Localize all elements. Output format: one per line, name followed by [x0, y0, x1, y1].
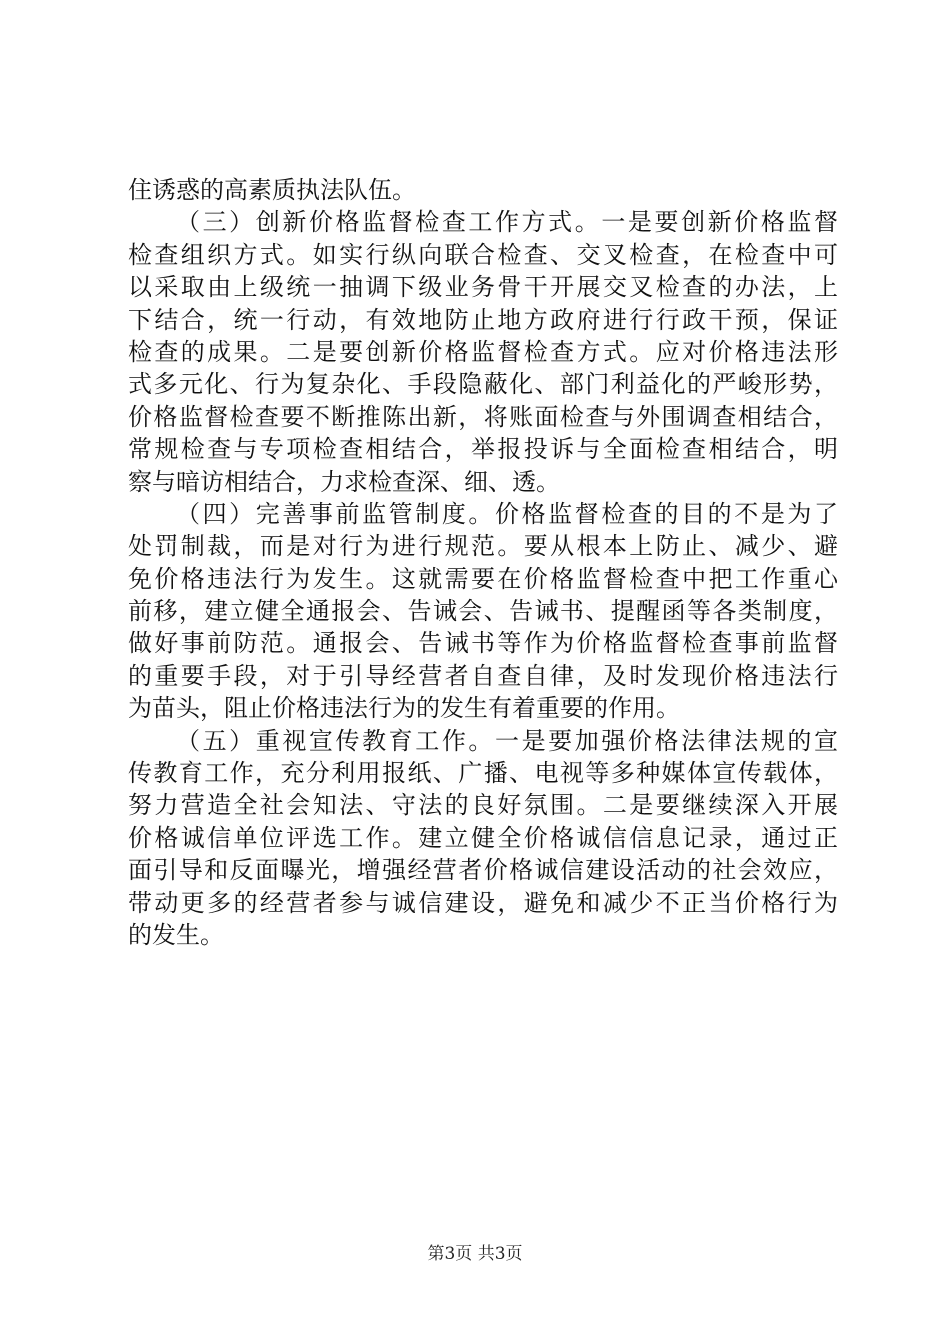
body-text	[128, 174, 838, 951]
page-number-footer: 第3页 共3页	[427, 1244, 523, 1264]
text-line: 努力营造全社会知法、守法的良好氛围。二是要继续深入开展	[128, 791, 838, 820]
text-line: 常规检查与专项检查相结合，举报投诉与全面检查相结合，明	[128, 435, 838, 464]
text-line: 检查的成果。二是要创新价格监督检查方式。应对价格违法形	[128, 337, 838, 366]
text-line: 住诱惑的高素质执法队伍。	[128, 176, 416, 204]
text-line: 价格监督检查要不断推陈出新，将账面检查与外围调查相结合，	[128, 402, 838, 431]
text-line: 为苗头，阻止价格违法行为的发生有着重要的作用。	[128, 694, 680, 723]
text-line: 察与暗访相结合，力求检查深、细、透。	[128, 467, 560, 496]
text-line: 下结合，统一行动，有效地防止地方政府进行行政干预，保证	[128, 305, 838, 334]
text-line: 的发生。	[128, 920, 224, 949]
paragraph-3-heading-line: （三）创新价格监督检查工作方式。一是要创新价格监督	[176, 208, 838, 237]
text-line: 以采取由上级统一抽调下级业务骨干开展交叉检查的办法，上	[128, 273, 838, 302]
text-line: 式多元化、行为复杂化、手段隐蔽化、部门利益化的严峻形势，	[128, 370, 838, 399]
text-line: 检查组织方式。如实行纵向联合检查、交叉检查，在检查中可	[128, 240, 838, 269]
text-line: 前移，建立健全通报会、告诫会、告诫书、提醒函等各类制度，	[128, 597, 838, 626]
paragraph-4-heading-line: （四）完善事前监管制度。价格监督检查的目的不是为了	[176, 499, 838, 528]
paragraph-5-heading-line: （五）重视宣传教育工作。一是要加强价格法律法规的宣	[176, 726, 838, 755]
text-line: 传教育工作，充分利用报纸、广播、电视等多种媒体宣传载体，	[128, 759, 838, 788]
text-line: 处罚制裁，而是对行为进行规范。要从根本上防止、减少、避	[128, 532, 838, 561]
text-line: 的重要手段，对于引导经营者自查自律，及时发现价格违法行	[128, 661, 838, 690]
text-line: 价格诚信单位评选工作。建立健全价格诚信信息记录，通过正	[128, 823, 838, 852]
text-line: 带动更多的经营者参与诚信建设，避免和减少不正当价格行为	[128, 888, 838, 917]
text-line: 面引导和反面曝光，增强经营者价格诚信建设活动的社会效应，	[128, 856, 838, 885]
text-line: 做好事前防范。通报会、告诫书等作为价格监督检查事前监督	[128, 629, 838, 658]
text-line: 免价格违法行为发生。这就需要在价格监督检查中把工作重心	[128, 564, 838, 593]
